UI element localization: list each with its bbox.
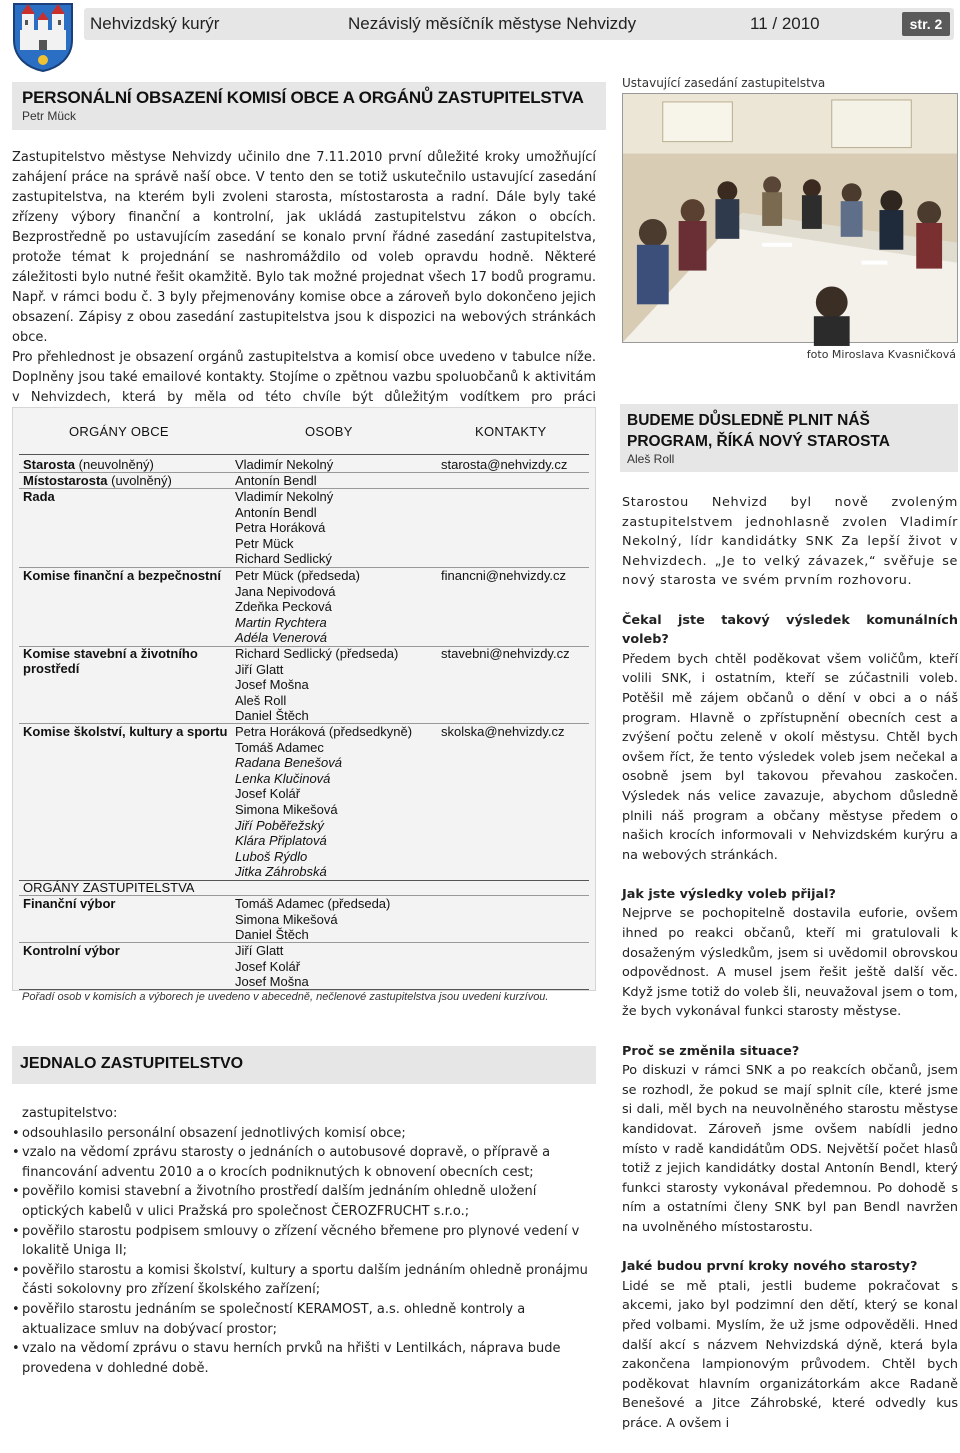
person: Antonín Bendl (235, 504, 317, 520)
table-row-mistostarosta-person: Antonín Bendl (235, 473, 317, 488)
article-paragraph: Pro přehlednost je obsazení orgánů zastupitelstva a komisí obce uvedeno v tabulce níže. Doplněny jsou také emailové kontakty. Stojíme o zpětnou vazbu spoluobčanů k aktivitám v Nehvizdech, která by měla od této chvíle být důležitým vodítkem pro práci (12, 350, 596, 405)
interview-answer: Lidé se mě ptali, jestli budeme pokračovat s akcemi, jako byl podzimní den dětí, který se konal před volbami. Myslím, že už jsme odpověděli. Hned další akcí s názvem Nehvizdská dýně, která byla zakončena lampionovým průvodem. Chtěl bych poděkovat hlavním organizátorkám akce Radaně Benešové a Jitce Záhrobské, které odvedly kus práce. A ovšem i (622, 1278, 958, 1431)
interview-title-box (620, 404, 958, 472)
role-label: Finanční výbor (23, 896, 116, 911)
table-row-starosta-person: Vladimír Nekolný (235, 457, 334, 472)
table-header-contacts: KONTAKTY (475, 424, 547, 439)
table-row-starosta-label (23, 457, 233, 472)
article-title-box (12, 82, 606, 130)
person: Petr Mück (předseda) (235, 568, 360, 583)
interview-question: Jak jste výsledky voleb přijal? (622, 886, 836, 902)
person: Adéla Venerová (235, 630, 328, 646)
table-row-financni-vybor-people (235, 896, 390, 943)
person: Daniel Štěch (235, 708, 309, 724)
list-item: • pověřilo starostu podpisem smlouvy o zřízení věcného břemene pro plynové vedení v lokalitě Uniga II; (12, 1222, 596, 1261)
person: Zdeňka Pecková (235, 599, 332, 615)
person: Simona Mikešová (235, 801, 338, 817)
council-actions-lead: zastupitelstvo: (22, 1106, 118, 1121)
article-author: Petr Mück (22, 109, 77, 123)
role-label: Komise finanční a bezpečnostní (23, 568, 221, 583)
photo-caption: Ustavující zasedání zastupitelstva (622, 76, 826, 90)
person: Aleš Roll (235, 692, 287, 708)
table-row-rada-label (23, 489, 233, 504)
person: Jiří Glatt (235, 661, 284, 677)
article-paragraph: Zastupitelstvo městyse Nehvizdy učinilo dne 7.11.2010 první důležité kroky umožňující zahájení práce na správě naší obce. V tento den se totiž uskutečnilo ustavující zasedání zastupitelstva, na kterém byli zvoleni starosta, místostarosta a radní. Dále byly také zřízeny výbory finanční a kontrolní, jak ukládá zastupitelstvu zákon o obcích. Bezprostředně po ustavujícím zasedání se konalo první řádné zasedání zastupitelstva, protože témat k projednání se nashromáždilo od voleb opravdu hodně. Některé záležitosti bylo nutné řešit okamžitě. Bylo tak možné projednat všech 17 bodů programu. Např. v rámci bodu č. 3 byly přejmenovány komise obce a zároveň bylo dokončeno jejich obsazení. Zápisy z obou zasedání zastupitelstva jsou k dispozici na webových stránkách obce. (12, 150, 596, 345)
person: Lenka Klučinová (235, 770, 331, 786)
person: Josef Kolář (235, 786, 301, 802)
page-number-badge: str. 2 (902, 12, 950, 36)
table-row-stavebni-komise-label (23, 646, 233, 676)
interview-author: Aleš Roll (627, 452, 675, 466)
list-item: • vzalo na vědomí zprávu o stavu herních prvků na hřišti v Lentilkách, náprava bude provedena v dohledné době. (12, 1339, 596, 1378)
council-actions-title-box (12, 1046, 596, 1084)
interview-answer: Po diskuzi v rámci SNK a po reakcích občanů, jsem se rozhodl, že pokud se mají splnit cíle, které jsme si dali, měl bych na neuvolněného starostu městyse kandidovat. Zároveň jsme ovšem nabídli jedno místo v radě kandidátům ODS. Největší počet hlasů totiž z jejich kandidátky dostal Antonín Bendl, který funkci starosty vykonával předemnou. Po dohodě s ním a ostatními členy SNK byl pan Bendl navržen na uvolněného místostarostu. (622, 1063, 958, 1235)
table-row-rada-people (235, 489, 333, 567)
interview-body (622, 493, 958, 1453)
interview-question: Proč se změnila situace? (622, 1043, 800, 1059)
person: Josef Mošna (235, 677, 309, 693)
table-row-kontrolni-vybor-people (235, 943, 309, 990)
list-item: • pověřilo starostu a komisi školství, kultury a sportu dalším jednáním ohledně pronájmu části sokolovny pro zřízení školského zařízení; (12, 1261, 596, 1300)
table-divider (19, 454, 589, 455)
person: Richard Sedlický (235, 551, 332, 567)
interview-question: Čekal jste takový výsledek komunálních voleb? (622, 612, 958, 648)
person: Tomáš Adamec (235, 739, 324, 755)
person: Richard Sedlický (předseda) (235, 646, 399, 661)
interview-lead: Starostou Nehvizd byl nově zvoleným zastupitelstvem jednohlasně zvolen Vladimír Nekolný, lídr kandidátky SNK Za lepší život v Nehvizdech. „Je to velký závazek,“ svěřuje se nový starosta ve svém prvním rozhovoru. (622, 495, 958, 589)
table-row-skolska-komise-contact: skolska@nehvizdy.cz (441, 724, 565, 739)
table-header-organs: ORGÁNY OBCE (69, 424, 169, 439)
person: Josef Mošna (235, 974, 309, 990)
table-row-stavebni-komise-contact: stavebni@nehvizdy.cz (441, 646, 570, 661)
masthead-title: Nehvizdský kurýr (90, 14, 220, 33)
table-row-stavebni-komise-people (235, 646, 398, 724)
person: Tomáš Adamec (předseda) (235, 896, 391, 911)
page-header (84, 8, 954, 40)
interview-answer: Nejprve se pochopitelně dostavila euforie, ovšem ihned po reakci občanů, kteří mi gratulovali k dosaženým výsledkům, jsem si uvědomil obrovskou odpovědnost. A musel jsem řešit ještě další věc. Když jsme totiž do voleb šli, neuvažoval jsem o tom, že bych vykonával funkci starosty městyse. (622, 906, 958, 1020)
person: Jiří Glatt (235, 943, 284, 958)
person: Vladimír Nekolný (235, 489, 334, 504)
person: Klára Připlatová (235, 833, 327, 849)
person: Josef Kolář (235, 958, 301, 974)
table-header-people: OSOBY (305, 424, 353, 439)
table-row-skolska-komise-people (235, 724, 412, 880)
person: Martin Rychtera (235, 614, 327, 630)
role-label: Komise stavební a životního prostředí (23, 646, 198, 676)
person: Jitka Záhrobská (235, 864, 327, 880)
table-row-financni-komise-people (235, 568, 360, 646)
table-row-financni-vybor-label (23, 896, 233, 911)
list-item: • odsouhlasilo personální obsazení jednotlivých komisí obce; (12, 1124, 596, 1144)
person: Petra Horáková (235, 520, 326, 536)
person: Simona Mikešová (235, 911, 338, 927)
table-row-starosta-contact: starosta@nehvizdy.cz (441, 457, 568, 472)
role-label: Komise školství, kultury a sportu (23, 724, 228, 739)
person: Jana Nepivodová (235, 583, 336, 599)
council-actions-list (12, 1104, 596, 1378)
role-label: Kontrolní výbor (23, 943, 120, 958)
table-row-kontrolni-vybor-label (23, 943, 233, 958)
article-body (12, 148, 596, 428)
person: Daniel Štěch (235, 927, 309, 943)
committees-table (12, 407, 596, 991)
table-section-council-organs: ORGÁNY ZASTUPITELSTVA (23, 880, 195, 895)
person: Luboš Rýdlo (235, 848, 308, 864)
role-label: Rada (23, 489, 55, 504)
table-row-financni-komise-contact: financni@nehvizdy.cz (441, 568, 566, 583)
interview-title: BUDEME DŮSLEDNĚ PLNIT NÁŠ PROGRAM, ŘÍKÁ NOVÝ STAROSTA (627, 412, 890, 450)
role-label: Starosta (23, 457, 76, 472)
table-row-mistostarosta-label (23, 473, 233, 488)
table-footnote: Pořadí osob v komisích a výborech je uvedeno v abecedně, nečlenové zastupitelstva jsou uvedeni kurzívou. (22, 991, 549, 1003)
role-note: (uvolněný) (107, 473, 172, 488)
person: Petr Mück (235, 535, 294, 551)
interview-question: Jaké budou první kroky nového starosty? (622, 1259, 918, 1275)
article-title: PERSONÁLNÍ OBSAZENÍ KOMISÍ OBCE A ORGÁNŮ ZASTUPITELSTVA (22, 88, 584, 107)
council-actions-title: JEDNALO ZASTUPITELSTVO (20, 1055, 244, 1072)
table-row-skolska-komise-label (23, 724, 233, 739)
list-item: • vzalo na vědomí zprávu starosty o jednáních o autobusové dopravě, o přípravě a financování adventu 2010 a o krocích podniknutých k obnovení obecních cest; (12, 1143, 596, 1182)
person: Radana Benešová (235, 755, 342, 771)
table-row-financni-komise-label (23, 568, 233, 583)
interview-answer: Předem bych chtěl poděkovat všem voličům, kteří volili SNK, i ostatním, kteří se zúčastnili voleb. Potěšil mě zájem občanů o dění v obci a o náš program. Hlavně o zpřístupnění obecních cest a zvýšení počtu zeleně v okolí městysu. Chtěl bych ovšem říct, že tento výsledek voleb jsem nečekal a osobně jsem byl takovou převahou zaskočen. Výsledek nás velice zavazuje, abychom důsledně plnili náš program a občany městyse předem o našich krocích informovali v Nehvizdském kurýru a na webových stránkách. (622, 651, 958, 863)
list-item: • pověřilo komisi stavební a životního prostředí dalším jednáním ohledně uložení optických kabelů v ulici Pražská pro společnost ČEROZFRUCHT s.r.o.; (12, 1182, 596, 1221)
role-label: Místostarosta (23, 473, 108, 488)
person: Petra Horáková (předsedkyně) (235, 724, 413, 739)
role-note: (neuvolněný) (75, 457, 154, 472)
photo-credit: foto Miroslava Kvasničková (806, 348, 956, 361)
municipal-crest-logo (8, 0, 78, 72)
list-item: • pověřilo starostu jednáním se společností KERAMOST, a.s. ohledně kontroly a aktualizace smluv na dobývací prostor; (12, 1300, 596, 1339)
issue-number: 11 / 2010 (750, 14, 820, 33)
person: Jiří Poběřežský (235, 817, 324, 833)
masthead-subtitle: Nezávislý měsíčník městyse Nehvizdy (348, 14, 637, 33)
meeting-photo (622, 93, 958, 343)
